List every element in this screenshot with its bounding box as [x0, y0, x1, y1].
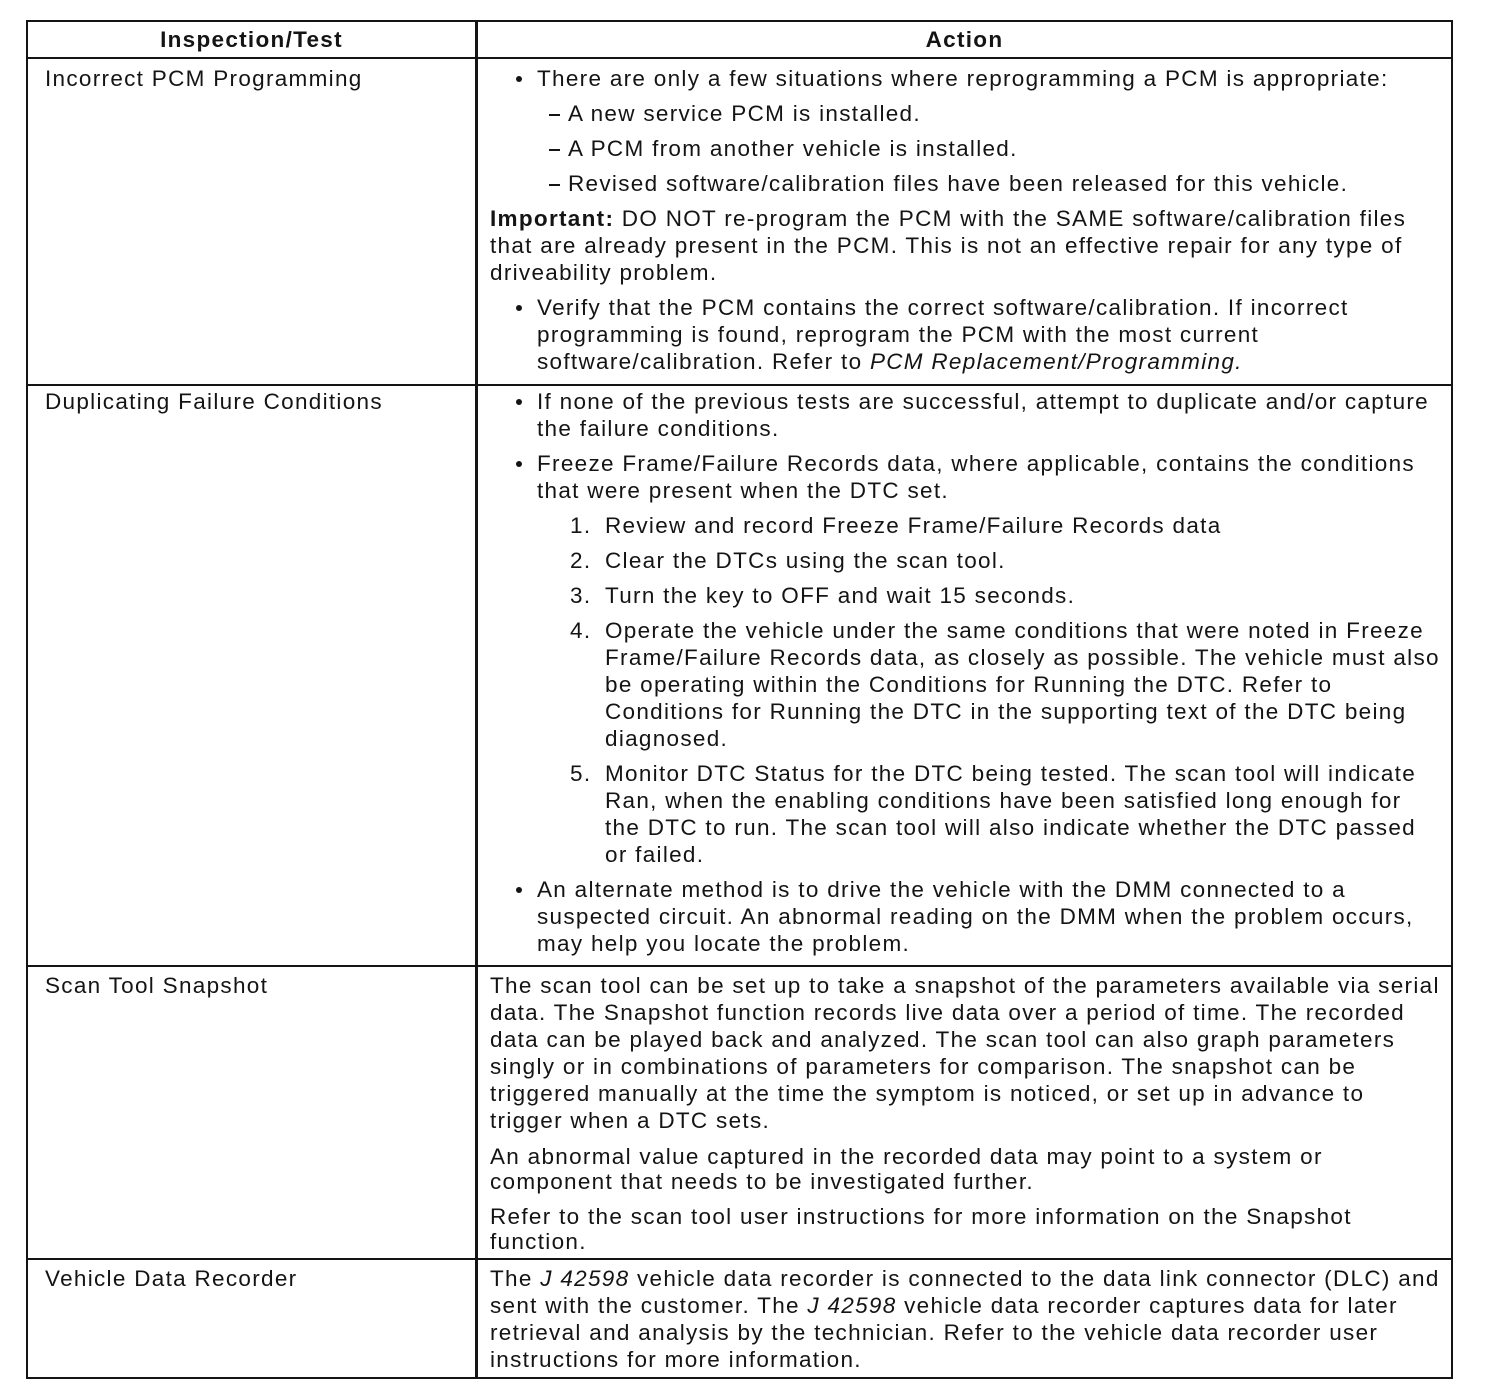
step-item — [490, 512, 1447, 539]
step-text: Monitor DTC Status for the DTC being tested. The scan tool will indicate Ran, when the enabling conditions have been satisfied long enough for the DTC to run. The scan tool will also indicate whether the DTC passed or failed. — [605, 761, 1417, 867]
action-cell-vehicle-data-recorder — [478, 1260, 1451, 1377]
step-number: 3. — [570, 583, 592, 608]
bullet-icon — [516, 887, 522, 893]
inspection-label: Incorrect PCM Programming — [45, 66, 363, 91]
important-text: DO NOT re-program the PCM with the SAME software/calibration files that are already present in the PCM. This is not an effective repair for any type of driveability problem. — [490, 206, 1407, 285]
bullet-text: Freeze Frame/Failure Records data, where applicable, contains the conditions that were present when the DTC set. — [537, 451, 1415, 503]
sub-item — [490, 135, 1447, 162]
header-action-cell — [478, 22, 1451, 59]
step-text: Review and record Freeze Frame/Failure Records data — [605, 513, 1222, 538]
paragraph — [490, 1144, 1447, 1194]
step-number: 2. — [570, 548, 592, 573]
tool-reference: J 42598 — [807, 1293, 897, 1318]
step-item — [490, 547, 1447, 574]
important-note — [490, 205, 1447, 286]
paragraph — [490, 1265, 1447, 1373]
header-action-label: Action — [925, 27, 1004, 52]
paragraph-text: An abnormal value captured in the recorded data may point to a system or component that needs to be investigated further. — [490, 1144, 1323, 1194]
paragraph — [490, 972, 1447, 1134]
bullet-text: Verify that the PCM contains the correct software/calibration. If incorrect programming is found, reprogram the PCM with the most current software/calibration. Refer to — [537, 295, 1349, 374]
action-cell-incorrect-pcm-programming — [478, 59, 1451, 386]
sub-item-text: A PCM from another vehicle is installed. — [568, 136, 1018, 161]
sub-item — [490, 170, 1447, 197]
action-cell-duplicating-failure-conditions — [478, 386, 1451, 967]
inspection-label: Vehicle Data Recorder — [45, 1266, 298, 1291]
header-inspection-test-cell — [28, 22, 478, 59]
inspection-cell-vehicle-data-recorder — [28, 1260, 478, 1377]
dash-icon — [549, 149, 560, 151]
bullet-icon — [516, 76, 522, 82]
step-item — [490, 617, 1447, 752]
step-number: 5. — [570, 761, 592, 786]
inspection-cell-incorrect-pcm-programming — [28, 59, 478, 386]
header-inspection-test-label: Inspection/Test — [160, 27, 343, 52]
step-number: 4. — [570, 618, 592, 643]
paragraph-text: vehicle data recorder is connected to the data link connector (DLC) and sent with the customer. The — [490, 1266, 1440, 1318]
step-text: Operate the vehicle under the same conditions that were noted in Freeze Frame/Failure Records data, as closely as possible. The vehicle must also be operating within the Conditions for Running the DTC. Refer to Conditions for Running the DTC in the supporting text of the DTC being diagnosed. — [605, 618, 1440, 751]
action-cell-scan-tool-snapshot — [478, 967, 1451, 1260]
step-item — [490, 582, 1447, 609]
bullet-item — [490, 65, 1447, 92]
bullet-item — [490, 294, 1447, 375]
inspection-label: Duplicating Failure Conditions — [45, 389, 383, 414]
paragraph-text: The scan tool can be set up to take a snapshot of the parameters available via serial data. The Snapshot function records live data over a period of time. The recorded data can be played back and analyzed. The scan tool can also graph parameters singly or in combinations of parameters for comparison. The snapshot can be triggered manually at the time the symptom is noticed, or set up in advance to trigger when a DTC sets. — [490, 973, 1440, 1133]
bullet-text: If none of the previous tests are successful, attempt to duplicate and/or capture the failure conditions. — [537, 389, 1429, 441]
bullet-icon — [516, 305, 522, 311]
bullet-text: There are only a few situations where reprogramming a PCM is appropriate: — [537, 66, 1389, 91]
bullet-icon — [516, 399, 522, 405]
paragraph — [490, 1204, 1447, 1254]
step-number: 1. — [570, 513, 592, 538]
tool-reference: J 42598 — [540, 1266, 630, 1291]
inspection-cell-scan-tool-snapshot — [28, 967, 478, 1260]
paragraph-text: Refer to the scan tool user instructions for more information on the Snapshot function. — [490, 1204, 1352, 1254]
inspection-cell-duplicating-failure-conditions — [28, 386, 478, 967]
step-item — [490, 760, 1447, 868]
paragraph-text: vehicle data recorder captures data for later retrieval and analysis by the technician. Refer to the vehicle data recorder user instructions for more information. — [490, 1293, 1398, 1372]
sub-item-text: A new service PCM is installed. — [568, 101, 921, 126]
sub-item-text: Revised software/calibration files have been released for this vehicle. — [568, 171, 1349, 196]
step-text: Clear the DTCs using the scan tool. — [605, 548, 1006, 573]
bullet-item — [490, 876, 1447, 957]
inspection-label: Scan Tool Snapshot — [45, 973, 269, 998]
step-text: Turn the key to OFF and wait 15 seconds. — [605, 583, 1076, 608]
important-label: Important: — [490, 206, 615, 231]
bullet-item — [490, 450, 1447, 504]
bullet-text: An alternate method is to drive the vehicle with the DMM connected to a suspected circuit. An abnormal reading on the DMM when the problem occurs, may help you locate the problem. — [537, 877, 1414, 956]
reference-text: PCM Replacement/Programming. — [869, 349, 1243, 374]
bullet-icon — [516, 461, 522, 467]
dash-icon — [549, 184, 560, 186]
inspection-table — [26, 20, 1453, 1379]
bullet-item — [490, 388, 1447, 442]
dash-icon — [549, 114, 560, 116]
paragraph-text: The — [490, 1266, 541, 1291]
sub-item — [490, 100, 1447, 127]
